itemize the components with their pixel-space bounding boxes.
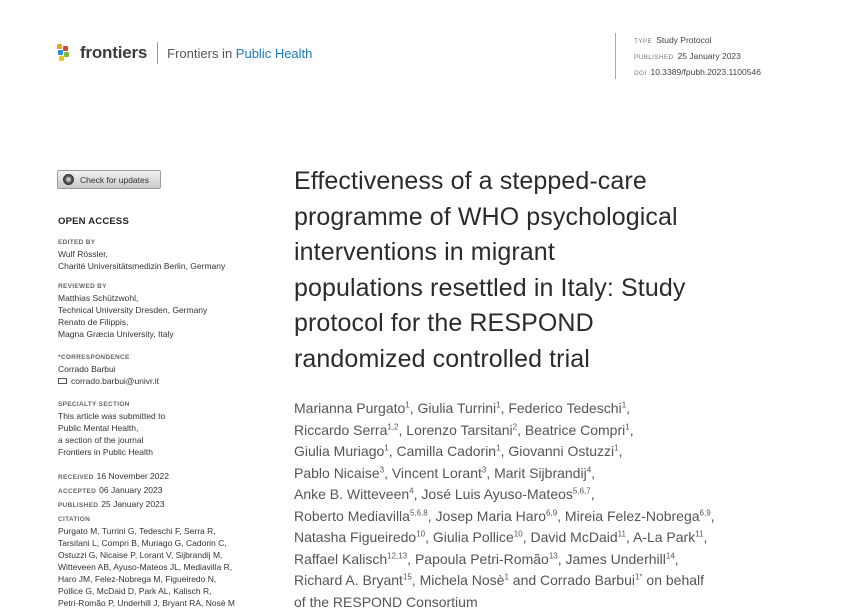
specialty-section — [58, 400, 278, 458]
citation-line: Pollice G, McDaid D, Park AL, Kalisch R, — [58, 585, 278, 597]
author-name: , Marit Sijbrandij — [486, 465, 586, 481]
received-row — [58, 470, 278, 484]
open-access-label — [58, 215, 278, 228]
author-name: , Michela Nosè — [412, 572, 505, 588]
author-name: Richard A. Bryant — [294, 572, 403, 588]
logo-square — [59, 56, 64, 61]
author-name: , James Underhill — [558, 551, 666, 567]
author-name: , — [704, 529, 708, 545]
frontiers-logo[interactable] — [57, 42, 312, 64]
author-name: Giulia Muriago — [294, 443, 384, 459]
received-label: RECEIVED — [58, 474, 94, 481]
author-name: , Papoula Petri-Romão — [407, 551, 549, 567]
citation-line: Petri-Romão P, Underhill J, Bryant RA, Nosè M — [58, 597, 278, 609]
author-line — [294, 549, 814, 571]
editor-name: Wulf Rössler, — [58, 248, 278, 260]
title-line: interventions in migrant — [294, 235, 814, 271]
citation-line: Ostuzzi G, Nicaise P, Lorant V, Sijbrandij M, — [58, 549, 278, 561]
logo-divider — [157, 42, 158, 64]
title-line: populations resettled in Italy: Study — [294, 271, 814, 307]
author-line — [294, 484, 814, 506]
meta-published-value: 25 January 2023 — [678, 51, 741, 61]
affiliation-superscript: 1 — [496, 400, 500, 409]
author-list — [294, 398, 814, 613]
meta-doi — [634, 65, 761, 81]
reviewer-name: Renato de Filippis, — [58, 316, 278, 328]
affiliation-superscript: 1 — [622, 400, 626, 409]
author-line — [294, 463, 814, 485]
affiliation-superscript: 14 — [666, 551, 675, 560]
affiliation-superscript: 4 — [587, 465, 591, 474]
author-name: Riccardo Serra — [294, 422, 387, 438]
reviewer-affiliation: Technical University Dresden, Germany — [58, 304, 278, 316]
logo-square — [58, 50, 63, 55]
author-name: , — [619, 443, 623, 459]
author-name: , Mireia Felez-Nobrega — [557, 508, 699, 524]
affiliation-superscript: 12,13 — [387, 551, 407, 560]
affiliation-superscript: 11 — [695, 529, 703, 538]
reviewed-by-section — [58, 282, 278, 340]
author-name: of the RESPOND Consortium — [294, 594, 478, 610]
meta-type-label: TYPE — [634, 35, 652, 49]
author-name: , — [675, 551, 679, 567]
title-line: programme of WHO psychological — [294, 200, 814, 236]
author-name: , — [711, 508, 715, 524]
logo-square — [64, 52, 69, 57]
author-name: Roberto Mediavilla — [294, 508, 410, 524]
affiliation-superscript: 5,6,8 — [410, 508, 428, 517]
author-name: , José Luis Ayuso-Mateos — [414, 486, 573, 502]
specialty-line: Public Mental Health, — [58, 422, 278, 434]
affiliation-superscript: 10 — [416, 529, 425, 538]
received-date: 16 November 2022 — [97, 471, 169, 481]
author-name: , Vincent Lorant — [384, 465, 482, 481]
edited-by-label: EDITED BY — [58, 238, 278, 248]
accepted-row — [58, 484, 278, 498]
citation-line: Haro JM, Felez-Nobrega M, Figueiredo N, — [58, 573, 278, 585]
author-line — [294, 420, 814, 442]
published-row — [58, 498, 278, 512]
check-for-updates-button[interactable] — [57, 170, 161, 189]
journal-prefix: Frontiers in — [167, 46, 236, 61]
open-access-text: OPEN ACCESS — [58, 216, 129, 227]
author-name: , Camilla Cadorin — [389, 443, 496, 459]
affiliation-superscript: 15 — [403, 572, 412, 581]
meta-published — [634, 49, 761, 65]
affiliation-superscript: 1* — [635, 572, 643, 581]
title-line: protocol for the RESPOND — [294, 306, 814, 342]
citation-line: Tarsitani L, Compri B, Muriago G, Cadorin C, — [58, 537, 278, 549]
affiliation-superscript: 1 — [384, 443, 388, 452]
author-name: , Giulia Turrini — [410, 400, 496, 416]
citation-line: Purgato M, Turrini G, Tedeschi F, Serra R, — [58, 525, 278, 537]
affiliation-superscript: 1,2 — [387, 422, 398, 431]
frontiers-logo-icon — [57, 44, 75, 62]
author-name: , — [591, 486, 595, 502]
author-line — [294, 441, 814, 463]
editor-affiliation: Charité Universitätsmedizin Berlin, Germany — [58, 260, 278, 272]
correspondence-name: Corrado Barbui — [58, 363, 278, 375]
meta-doi-value[interactable]: 10.3389/fpubh.2023.1100546 — [650, 67, 760, 77]
author-name: Raffael Kalisch — [294, 551, 387, 567]
article-title — [294, 164, 814, 378]
reviewer-affiliation: Magna Græcia University, Italy — [58, 328, 278, 340]
affiliation-superscript: 6,9 — [700, 508, 711, 517]
article-meta — [615, 33, 761, 79]
affiliation-superscript: 1 — [614, 443, 618, 452]
author-line — [294, 570, 814, 592]
affiliation-superscript: 3 — [380, 465, 384, 474]
title-line: Effectiveness of a stepped-care — [294, 164, 814, 200]
history-section — [58, 470, 278, 512]
author-name: , A-La Park — [626, 529, 695, 545]
author-name: , Lorenzo Tarsitani — [399, 422, 513, 438]
affiliation-superscript: 6,9 — [546, 508, 557, 517]
author-line — [294, 506, 814, 528]
author-name: , Josep Maria Haro — [428, 508, 546, 524]
correspondence-email[interactable]: corrado.barbui@univr.it — [71, 376, 159, 386]
affiliation-superscript: 3 — [482, 465, 486, 474]
affiliation-superscript: 1 — [405, 400, 409, 409]
crossmark-icon — [63, 174, 74, 185]
author-line — [294, 398, 814, 420]
affiliation-superscript: 2 — [513, 422, 517, 431]
correspondence-section — [58, 353, 278, 387]
specialty-line: a section of the journal — [58, 434, 278, 446]
journal-accent: Public Health — [236, 46, 313, 61]
reviewer-name: Matthias Schützwohl, — [58, 292, 278, 304]
citation-section — [58, 515, 278, 609]
affiliation-superscript: 1 — [496, 443, 500, 452]
edited-by-section — [58, 238, 278, 272]
affiliation-superscript: 5,6,7 — [573, 486, 591, 495]
author-name: , Beatrice Compri — [517, 422, 625, 438]
citation-label: CITATION — [58, 515, 278, 525]
logo-square — [57, 44, 62, 49]
author-name: Anke B. Witteveen — [294, 486, 409, 502]
meta-doi-label: DOI — [634, 67, 646, 81]
correspondence-label: *CORRESPONDENCE — [58, 353, 278, 363]
author-name: , Federico Tedeschi — [501, 400, 622, 416]
published-label: PUBLISHED — [58, 502, 98, 509]
meta-type-value: Study Protocol — [656, 35, 711, 45]
affiliation-superscript: 1 — [625, 422, 629, 431]
author-name: and Corrado Barbui — [509, 572, 635, 588]
journal-name — [167, 46, 312, 61]
meta-published-label: PUBLISHED — [634, 51, 674, 65]
affiliation-superscript: 1 — [504, 572, 508, 581]
reviewed-by-label: REVIEWED BY — [58, 282, 278, 292]
check-for-updates-label: Check for updates — [80, 175, 149, 185]
author-name: , — [630, 422, 634, 438]
mail-icon — [58, 378, 67, 384]
author-line — [294, 527, 814, 549]
author-name: , — [626, 400, 630, 416]
affiliation-superscript: 13 — [549, 551, 558, 560]
accepted-label: ACCEPTED — [58, 488, 96, 495]
author-name: , — [591, 465, 595, 481]
affiliation-superscript: 11 — [618, 529, 626, 538]
author-name: , Giovanni Ostuzzi — [501, 443, 615, 459]
specialty-line: Frontiers in Public Health — [58, 446, 278, 458]
accepted-date: 06 January 2023 — [99, 485, 162, 495]
author-line — [294, 592, 814, 613]
author-name: on behalf — [643, 572, 705, 588]
author-name: Pablo Nicaise — [294, 465, 380, 481]
affiliation-superscript: 4 — [409, 486, 413, 495]
title-line: randomized controlled trial — [294, 342, 814, 378]
author-name: , David McDaid — [523, 529, 618, 545]
author-name: Natasha Figueiredo — [294, 529, 416, 545]
author-name: Marianna Purgato — [294, 400, 405, 416]
meta-type — [634, 33, 761, 49]
correspondence-email-row — [58, 375, 278, 387]
affiliation-superscript: 10 — [514, 529, 523, 538]
specialty-line: This article was submitted to — [58, 410, 278, 422]
specialty-label: SPECIALTY SECTION — [58, 400, 278, 410]
citation-line: Witteveen AB, Ayuso-Mateos JL, Mediavilla R, — [58, 561, 278, 573]
published-date: 25 January 2023 — [101, 499, 164, 509]
author-name: , Giulia Pollice — [425, 529, 514, 545]
brand-name: frontiers — [80, 43, 147, 63]
logo-square — [63, 46, 68, 51]
